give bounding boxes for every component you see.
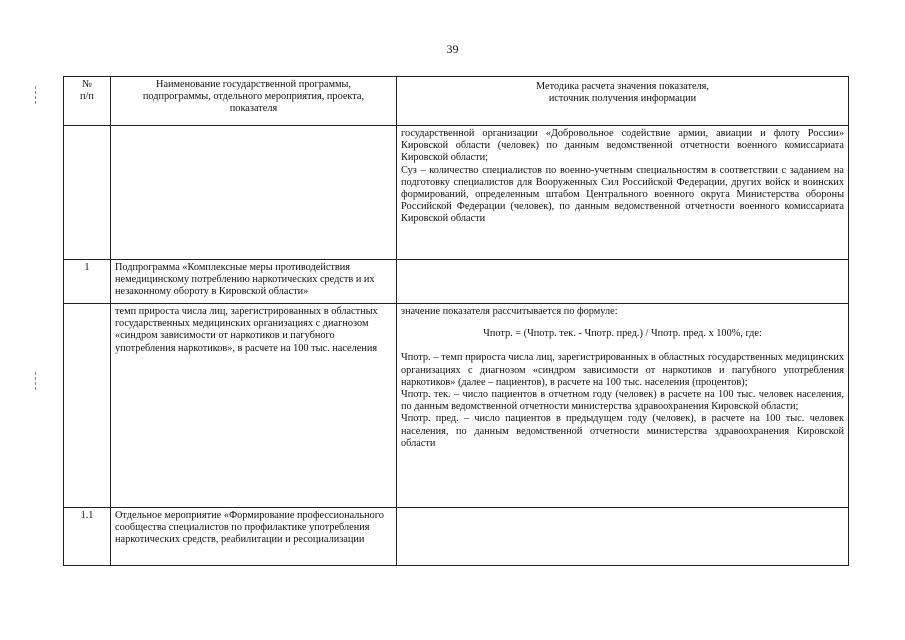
subprogram-name: Подпрограмма «Комплексные меры противодействия немедицинскому потреблению наркотических средств и их незаконному обороту в Кировской области» bbox=[111, 260, 397, 304]
table-header-row bbox=[64, 77, 849, 126]
header-name: Наименование государственной программы, подпрограммы, отдельного мероприятия, проекта, показателя bbox=[111, 77, 397, 126]
table-row bbox=[64, 304, 849, 508]
methodology-table bbox=[63, 76, 849, 566]
table-row bbox=[64, 508, 849, 566]
page-number: 39 bbox=[446, 42, 459, 56]
indicator-name: темп прироста числа лиц, зарегистрированных в областных государственных медицинских организациях с диагнозом «синдром зависимости от наркотиков и пагубного употребления наркотиков», в расчете на 100 тыс. населения bbox=[111, 304, 397, 508]
margin-mark bbox=[35, 86, 37, 104]
formula: Чпотр. = (Чпотр. тек. - Чпотр. пред.) / Чпотр. пред. х 100%, где: bbox=[483, 328, 762, 340]
method-cell: государственной организации «Добровольное содействие армии, авиации и флоту России» Кировской области (человек) по данным ведомственной отчетности военного комиссариата Кировской области; Суз – количество специалистов по военно-учетным специальностям в соответствии с заданием на подготовку специалистов для Вооруженных Сил Российской Федерации, других войск и воинских формирований, определенным штабом Центрального военного округа Министерства обороны Российской Федерации (человек), по данным ведомственной отчетности военного комиссариата Кировской области bbox=[397, 126, 849, 260]
table-row bbox=[64, 126, 849, 260]
row-number: 1.1 bbox=[64, 508, 111, 566]
row-number: 1 bbox=[64, 260, 111, 304]
measure-name: Отдельное мероприятие «Формирование профессионального сообщества специалистов по профилактике употребления наркотических средств, реабилитации и ресоциализации bbox=[111, 508, 397, 566]
header-method: Методика расчета значения показателя, источник получения информации bbox=[397, 77, 849, 126]
table-row bbox=[64, 260, 849, 304]
method-cell: значение показателя рассчитывается по формуле: Чпотр. = (Чпотр. тек. - Чпотр. пред.) / Чпотр. пред. х 100%, где: Чпотр. – темп прироста числа лиц, зарегистрированных в областных государственных медицинских организациях с диагнозом «синдром зависимости от наркотиков и пагубного употребления наркотиков» (далее – пациентов), в расчете на 100 тыс. населения (процентов); Чпотр. тек. – число пациентов в отчетном году (человек) в расчете на 100 тыс. человек населения, по данным ведомственной отчетности министерства здравоохранения Кировской области; Чпотр. пред. – число пациентов в предыдущем году (человек), в расчете на 100 тыс. человек населения, по данным ведомственной отчетности министерства здравоохранения Кировской области bbox=[397, 304, 849, 508]
header-num: № п/п bbox=[64, 77, 111, 126]
margin-mark bbox=[35, 372, 37, 390]
